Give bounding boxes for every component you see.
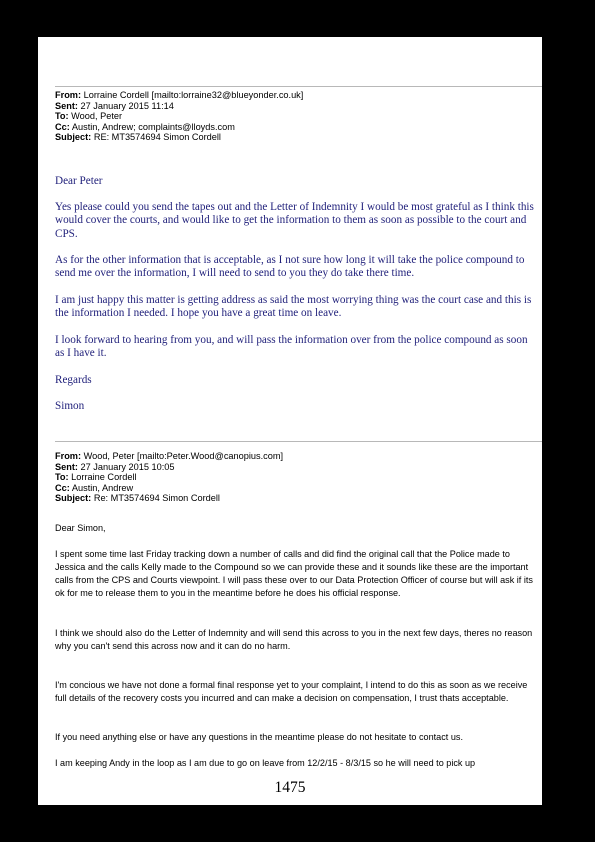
email-header xyxy=(55,451,535,504)
sent-value: 27 January 2015 10:05 xyxy=(80,461,175,472)
sign-off: Regards xyxy=(55,374,92,386)
to-label: To: xyxy=(55,111,69,122)
cc-label: Cc: xyxy=(55,482,70,493)
to-label: To: xyxy=(55,472,69,483)
greeting: Dear Peter xyxy=(55,175,103,187)
body-paragraph: As for the other information that is acceptable, as I not sure how long it will take the police compound to send me over the information, I will need to send to you they do take there time. xyxy=(55,254,525,280)
email-header xyxy=(55,90,535,143)
body-paragraph: I am just happy this matter is getting address as said the most worrying thing was the court case and this is the information I needed. I hope you have a great time on leave. xyxy=(55,294,532,320)
cc-value: Austin, Andrew; complaints@lloyds.com xyxy=(71,121,235,132)
from-label: From: xyxy=(55,451,82,461)
sent-label: Sent: xyxy=(55,100,78,111)
from-value: Lorraine Cordell [mailto:lorraine32@blueyonder.co.uk] xyxy=(83,90,304,100)
from-label: From: xyxy=(55,90,82,100)
greeting: Dear Simon, xyxy=(55,523,106,533)
document-page xyxy=(38,37,542,805)
sent-value: 27 January 2015 11:14 xyxy=(80,100,174,111)
to-value: Wood, Peter xyxy=(71,111,123,122)
from-value: Wood, Peter [mailto:Peter.Wood@canopius.com] xyxy=(83,451,284,461)
body-paragraph: I am keeping Andy in the loop as I am due to go on leave from 12/2/15 - 8/3/15 so he will need to pick up xyxy=(55,758,476,768)
body-paragraph: I think we should also do the Letter of Indemnity and will send this across to you in the next few days, theres no reason why you can't send this across now and it can do no harm. xyxy=(55,628,533,652)
body-paragraph: Yes please could you send the tapes out and the Letter of Indemnity I would be most grateful as I think this would cover the courts, and would like to get the information to them as soon as possible to the court and CPS. xyxy=(55,201,534,240)
body-paragraph: I'm concious we have not done a formal final response yet to your complaint, I intend to do this as soon as we receive full details of the recovery costs you incurred and can make a decision on compensation, I trust thats acceptable. xyxy=(55,680,528,704)
body-paragraph: I spent some time last Friday tracking down a number of calls and did find the original call that the Police made to Jessica and the calls Kelly made to the Compound so we can provide these and it sounds like these are the important calls from the CPS and Courts viewpoint. I will pass these over to our Data Protection Officer of course but will ask if its ok for me to release them to you in the meantime before he does his official response. xyxy=(55,549,533,599)
email-separator xyxy=(55,441,542,442)
body-paragraph: If you need anything else or have any questions in the meantime please do not hesitate to contact us. xyxy=(55,732,463,742)
cc-label: Cc: xyxy=(55,121,70,132)
to-value: Lorraine Cordell xyxy=(71,472,137,483)
subject-value: Re: MT3574694 Simon Cordell xyxy=(93,493,220,504)
subject-label: Subject: xyxy=(55,132,92,143)
signature: Simon xyxy=(55,400,85,412)
sent-label: Sent: xyxy=(55,461,78,472)
body-paragraph: I look forward to hearing from you, and will pass the information over from the police compound as soon as I have it. xyxy=(55,334,528,360)
cc-value: Austin, Andrew xyxy=(71,482,134,493)
subject-value: RE: MT3574694 Simon Cordell xyxy=(93,132,221,143)
page-number: 1475 xyxy=(274,779,306,796)
header-separator xyxy=(55,86,542,87)
subject-label: Subject: xyxy=(55,493,92,504)
